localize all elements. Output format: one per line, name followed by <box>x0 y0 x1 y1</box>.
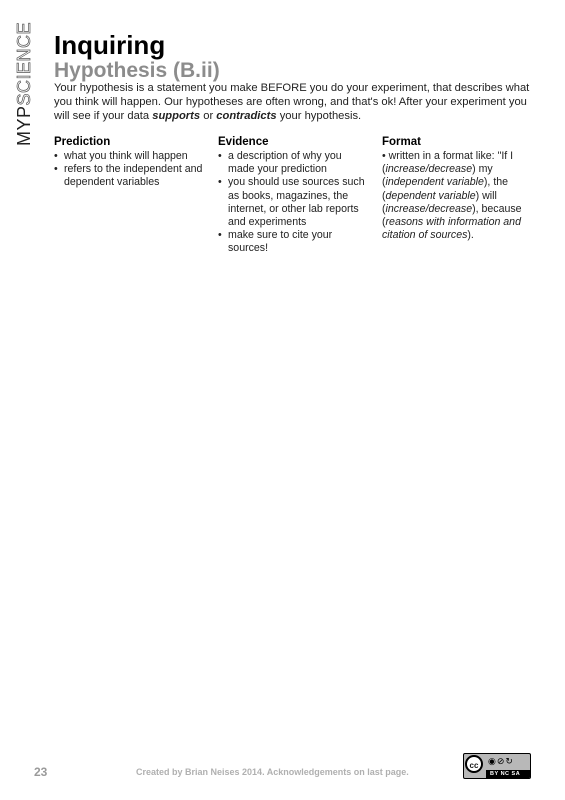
prediction-heading: Prediction <box>54 136 111 148</box>
evidence-heading: Evidence <box>218 136 269 148</box>
license-strip: BY NC SA <box>486 770 530 778</box>
format-part: increase/decrease <box>385 163 473 176</box>
list-item: • what you think will happen <box>54 150 206 163</box>
intro-supports: supports <box>152 110 201 122</box>
intro-contradicts: contradicts <box>216 110 277 122</box>
evidence-column <box>218 135 370 256</box>
format-part: ). <box>467 229 474 242</box>
format-part: ) my ( <box>382 163 493 189</box>
intro-text-after: your hypothesis. <box>276 110 362 122</box>
sa-icon: ↻ <box>505 756 514 766</box>
format-part: ), the ( <box>382 176 509 202</box>
prediction-column <box>54 135 206 190</box>
format-template-text <box>382 150 534 242</box>
format-part: • written in a format like: "If I ( <box>382 150 514 176</box>
format-part: reasons with information and citation of sources <box>382 216 521 242</box>
format-part: ) will ( <box>382 189 497 215</box>
format-column <box>382 135 534 242</box>
format-part: dependent variable <box>385 189 476 202</box>
page-number: 23 <box>34 765 48 779</box>
page-title: Inquiring <box>54 30 166 60</box>
format-part: independent variable <box>385 176 484 189</box>
side-brand-myp: MYP <box>14 105 34 146</box>
intro-or: or <box>200 110 217 122</box>
list-item: • you should use sources such as books, magazines, the internet, or other lab reports and experiments <box>218 176 370 229</box>
list-item: • make sure to cite your sources! <box>218 229 370 255</box>
page-subtitle: Hypothesis (B.ii) <box>54 59 220 82</box>
intro-paragraph <box>54 81 544 123</box>
list-item: • a description of why you made your prediction <box>218 150 370 176</box>
side-brand-science: SCIENCE <box>14 21 34 106</box>
license-icons <box>488 756 514 767</box>
evidence-list <box>218 150 370 256</box>
nc-icon: ⊘ <box>496 756 506 766</box>
format-heading: Format <box>382 136 421 148</box>
by-person-icon: ◉ <box>488 756 497 766</box>
format-part: ), because ( <box>382 202 522 229</box>
side-brand <box>14 22 35 146</box>
footer-credit: Created by Brian Neises 2014. Acknowledgements on last page. <box>136 767 409 777</box>
prediction-list <box>54 150 206 190</box>
cc-icon: cc <box>465 755 483 773</box>
creative-commons-license-badge[interactable] <box>463 753 531 779</box>
format-part: increase/decrease <box>385 202 473 215</box>
list-item: • refers to the independent and dependent variables <box>54 163 206 189</box>
intro-text-before: Your hypothesis is a statement you make BEFORE you do your experiment, that describes what you think will happen. Our hypotheses are often wrong, and that's ok! After your experiment you will see if your data <box>54 82 530 122</box>
